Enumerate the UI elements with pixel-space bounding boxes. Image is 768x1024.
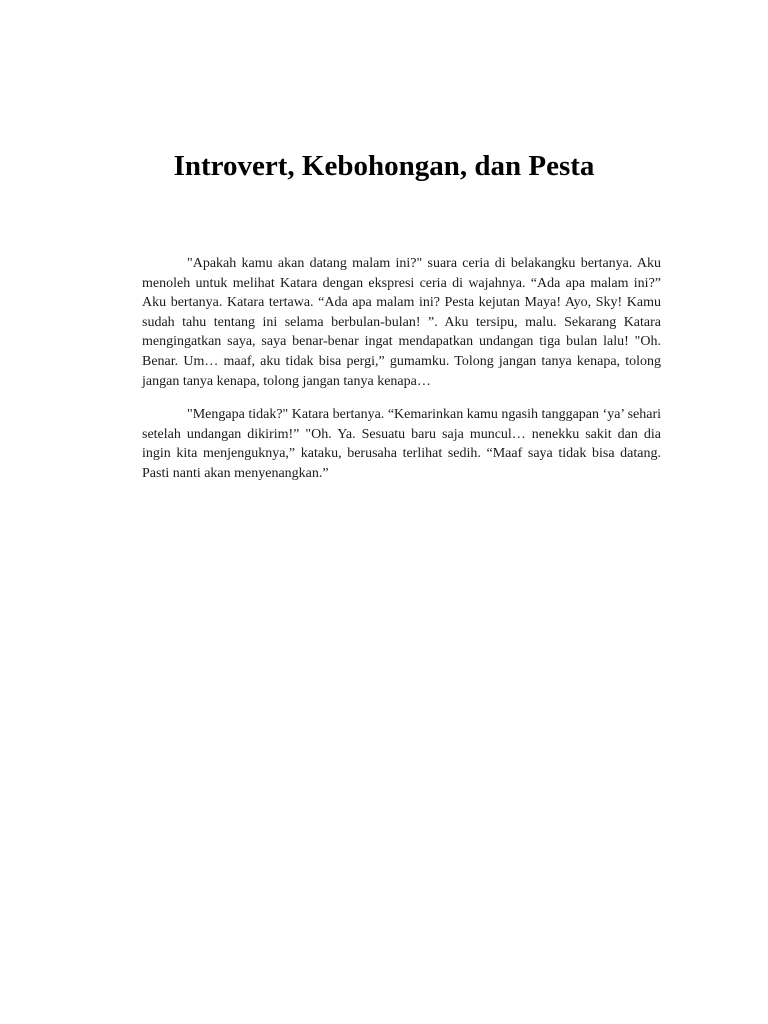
page-title: Introvert, Kebohongan, dan Pesta bbox=[173, 150, 595, 182]
story-paragraph-2: "Mengapa tidak?" Katara bertanya. “Kemarinkan kamu ngasih tanggapan ‘ya’ sehari setelah undangan dikirim!” "Oh. Ya. Sesuatu baru saja muncul… nenekku sakit dan dia ingin kita menjenguknya,” kataku, berusaha terlihat sedih. “Maaf saya tidak bisa datang. Pasti nanti akan menyenangkan.” bbox=[142, 407, 661, 481]
story-paragraph-1: "Apakah kamu akan datang malam ini?" suara ceria di belakangku bertanya. Aku menoleh untuk melihat Katara dengan ekspresi ceria di wajahnya. “Ada apa malam ini?” Aku bertanya. Katara tertawa. “Ada apa malam ini? Pesta kejutan Maya! Ayo, Sky! Kamu sudah tahu tentang ini selama berbulan-bulan! ”. Aku tersipu, malu. Sekarang Katara mengingatkan saya, saya benar-benar ingat mendapatkan undangan tiga bulan lalu! "Oh. Benar. Um… maaf, aku tidak bisa pergi,” gumamku. Tolong jangan tanya kenapa, tolong jangan tanya kenapa, tolong jangan tanya kenapa… bbox=[142, 256, 661, 389]
story-body bbox=[142, 254, 661, 498]
